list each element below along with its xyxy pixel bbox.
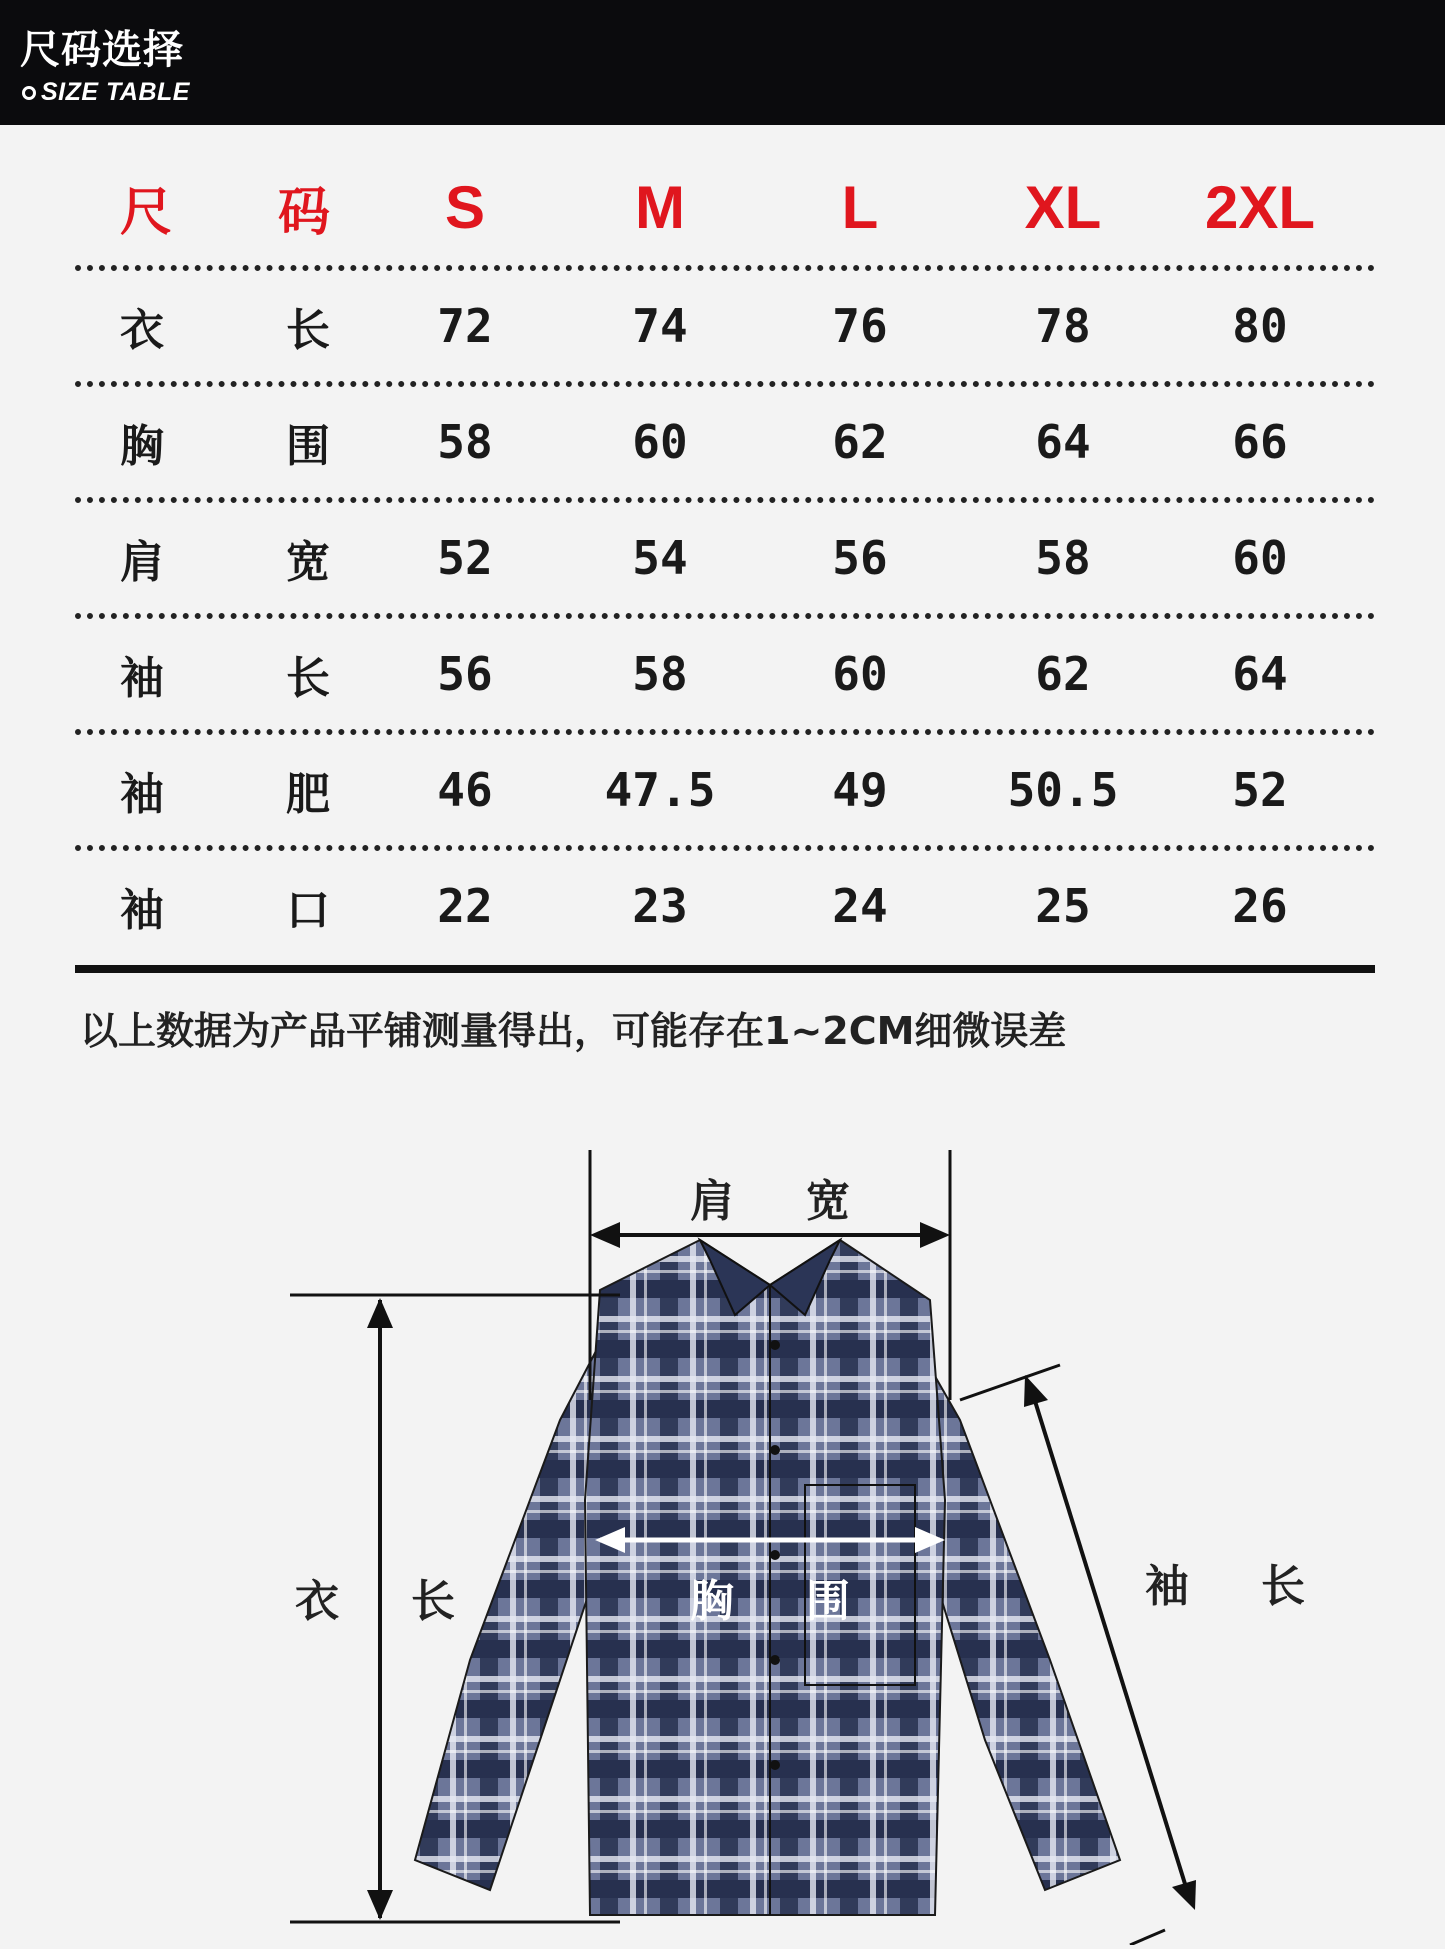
table-cell: 52 bbox=[437, 531, 493, 585]
shirt-diagram bbox=[0, 1100, 1445, 1945]
size-s: S bbox=[444, 174, 486, 241]
header-label: 尺 码 bbox=[120, 184, 330, 242]
table-cell: 64 bbox=[1232, 647, 1288, 701]
table-row bbox=[75, 619, 1375, 729]
table-cell: 62 bbox=[832, 415, 888, 469]
table-cell: 24 bbox=[832, 879, 888, 933]
header-bar bbox=[0, 0, 1445, 125]
table-cell: 50.5 bbox=[1007, 763, 1119, 817]
table-cell: 25 bbox=[1035, 879, 1091, 933]
table-cell: 74 bbox=[632, 299, 688, 353]
length-label: 衣 长 bbox=[295, 1576, 455, 1627]
size-xl: XL bbox=[1024, 174, 1102, 241]
header-title-en: SIZE TABLE bbox=[41, 78, 190, 106]
table-cell: 47.5 bbox=[604, 763, 716, 817]
table-cell: 60 bbox=[632, 415, 688, 469]
shoulder-width-label: 肩 宽 bbox=[690, 1176, 850, 1227]
row-label-shoulder: 肩 宽 bbox=[120, 537, 330, 588]
row-label-sleeve-length: 袖 长 bbox=[120, 653, 330, 704]
table-bottom-rule bbox=[75, 965, 1375, 973]
table-row bbox=[75, 271, 1375, 381]
row-label-length: 衣 长 bbox=[120, 305, 330, 356]
table-header-row bbox=[75, 150, 1375, 265]
circle-icon bbox=[22, 86, 36, 100]
table-cell: 80 bbox=[1232, 299, 1288, 353]
table-cell: 22 bbox=[437, 879, 493, 933]
table-cell: 58 bbox=[1035, 531, 1091, 585]
size-m: M bbox=[635, 174, 685, 241]
row-label-cuff: 袖 口 bbox=[120, 885, 330, 936]
table-row bbox=[75, 387, 1375, 497]
table-cell: 72 bbox=[437, 299, 493, 353]
measurement-note: 以上数据为产品平铺测量得出，可能存在1~2CM细微误差 bbox=[80, 1009, 1067, 1053]
table-cell: 76 bbox=[832, 299, 888, 353]
table-cell: 56 bbox=[437, 647, 493, 701]
table-cell: 66 bbox=[1232, 415, 1288, 469]
header-subtitle bbox=[22, 78, 190, 107]
table-cell: 46 bbox=[437, 763, 493, 817]
table-row bbox=[75, 735, 1375, 845]
table-cell: 52 bbox=[1232, 763, 1288, 817]
table-cell: 56 bbox=[832, 531, 888, 585]
table-cell: 58 bbox=[437, 415, 493, 469]
table-cell: 60 bbox=[832, 647, 888, 701]
size-2xl: 2XL bbox=[1204, 174, 1316, 241]
table-cell: 23 bbox=[632, 879, 688, 933]
header-title-cn: 尺码选择 bbox=[20, 27, 184, 73]
table-cell: 60 bbox=[1232, 531, 1288, 585]
row-label-chest: 胸 围 bbox=[120, 421, 330, 472]
table-cell: 78 bbox=[1035, 299, 1091, 353]
row-label-sleeve-width: 袖 肥 bbox=[120, 769, 330, 820]
table-cell: 26 bbox=[1232, 879, 1288, 933]
size-table bbox=[75, 150, 1375, 961]
table-cell: 49 bbox=[832, 763, 888, 817]
table-row bbox=[75, 503, 1375, 613]
chest-label: 胸 围 bbox=[690, 1576, 850, 1627]
table-cell: 64 bbox=[1035, 415, 1091, 469]
size-l: L bbox=[841, 174, 879, 241]
table-cell: 54 bbox=[632, 531, 688, 585]
sleeve-length-label: 袖 长 bbox=[1145, 1561, 1305, 1612]
table-cell: 62 bbox=[1035, 647, 1091, 701]
table-cell: 58 bbox=[632, 647, 688, 701]
table-row bbox=[75, 851, 1375, 961]
